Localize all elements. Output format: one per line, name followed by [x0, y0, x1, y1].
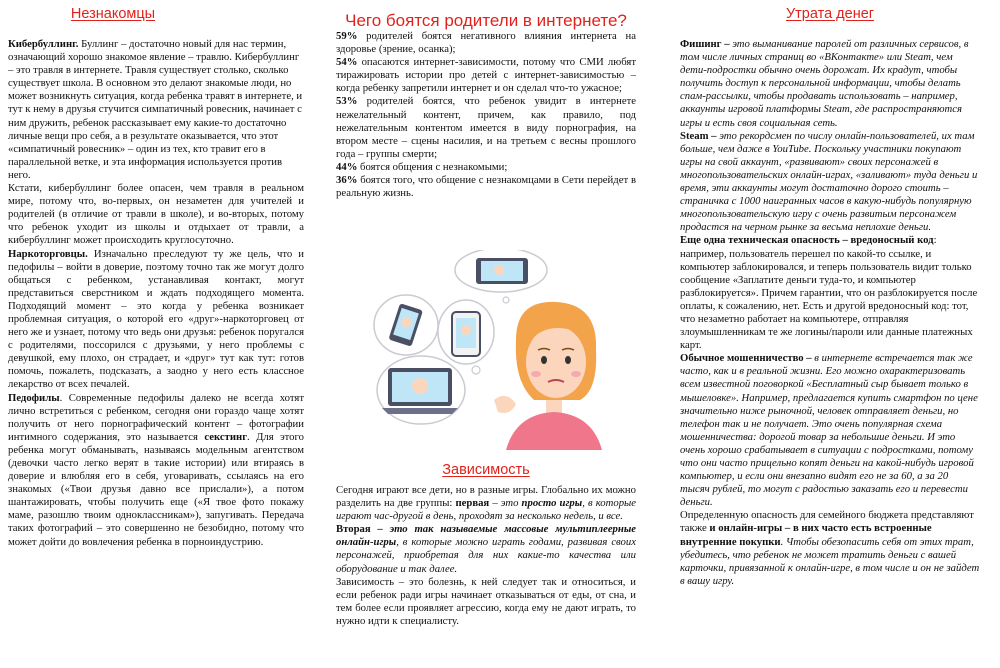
sexting-term: секстинг	[204, 430, 248, 443]
stat-percent: 59%	[336, 30, 358, 42]
phishing-term: Фишинг –	[680, 38, 730, 50]
girl-icon	[494, 302, 602, 450]
cyberbullying-term: Кибербуллинг.	[8, 38, 79, 50]
stat-item	[336, 95, 636, 160]
simple-games-term: просто игры	[521, 497, 583, 510]
pedophiles-term: Педофилы	[8, 391, 60, 404]
second-group-term: Вторая	[336, 523, 371, 536]
parents-fears-list	[336, 30, 636, 200]
stat-text: родителей боятся, что ребенок увидит в интернете нежелательный контент, причем, как правило, под нежелательным контентом имеется в виду порнография, на втором месте – сцены насилия, и на третьем с весны прошлого года – группы смерти;	[336, 95, 636, 160]
stat-text: опасаются интернет-зависимости, потому что СМИ любят тиражировать истории про детей с интернет-зависимостью – когда ребенку запретили интернет и он сделал что-то ужасное;	[336, 56, 636, 95]
first-group-prefix: это	[500, 497, 522, 510]
stat-percent: 36%	[336, 174, 358, 187]
malware-paragraph: : например, пользователь перешел по какой-то ссылке, и компьютер заблокировался, и теперь пользователь видит только сообщение «Заплатите деньги туда-то, и компьютер разблокируется». Причем гарантии, что он разблокируется после оплаты, к сожалению, нет. Есть и другой вредоносный код: тот, что незаметно работает на компьютере, отправляя злоумышленникам те же логины/пароли или данные платежных карт.	[680, 234, 978, 352]
online-games-intro: Определенную опасность для семейного бюджета представляют также	[680, 509, 974, 535]
stat-item	[336, 161, 636, 174]
stat-text: боятся общения с незнакомыми;	[357, 160, 508, 173]
drug-dealers-term: Наркоторговцы.	[8, 247, 88, 260]
strangers-heading: Незнакомцы	[70, 6, 156, 22]
stat-item	[336, 174, 636, 200]
pedophiles-paragraph-part2: . Для этого ребенка могут обманывать, называясь модельным агентством (девочки часто легко верят в такие истории) или втираясь в доверие и влюбляя его в себя, уговаривать, ссылаясь на его знакомых («Твои друзья давно все прислали»), а потом шантажировать, чтобы получить еще («Я твое фото покажу маме, разошлю твоим одноклассникам»), запугивать. Передача таких фотографий – это совершенно не безобидно, потому что может дойти до вовлечения ребенка в порноиндустрию.	[8, 430, 304, 548]
right-column	[680, 0, 980, 668]
money-loss-heading: Утрата денег	[785, 6, 875, 22]
in-game-purchases-paragraph: . Чтобы обезопасить себя от этих трат, убедитесь, что ребенок не может тратить деньги с вашей карточки, привязанной к онлайн-игре, в том числе и он не зайдет в вашу игру.	[680, 535, 980, 587]
stat-text: родителей боятся негативного влияния интернета на здоровье (зрение, осанка);	[336, 30, 636, 56]
malware-term: Еще одна техническая опасность – вредоносный код	[680, 234, 934, 247]
middle-column	[336, 0, 636, 668]
addiction-disease-paragraph: Зависимость – это болезнь, к ней следует так и относиться, и если ребенок ради игры начинает отказываться от еды, от сна, и тем более если проявляет агрессию, когда ему не дают играть, то нужно идти к специалисту.	[336, 575, 636, 627]
second-group-description: , в которые можно играть годами, развивая своих персонажей, приобретая для них какие-то качества или оборудование и так далее.	[336, 536, 636, 575]
in-game-purchases-term: и онлайн-игры – в них часто есть встроенные внутренние покупки	[680, 522, 932, 548]
first-group-description: , в которые играют час-другой в день, проходят за несколько недель, и все.	[336, 497, 636, 523]
cyberbullying-danger-paragraph: Кстати, кибербуллинг более опасен, чем травля в реальном мире, потому что, во-первых, он незаметен для учителей и родителей (в отличие от травли в школе), и во-вторых, потому что ребенок уходит из школы и отдыхает от травли, а кибербуллинг может происходить круглосуточно.	[8, 182, 304, 247]
mmo-games-term: – это так называемые массовые мультиплеерные онлайн-игры	[336, 523, 636, 549]
first-group-term: первая	[455, 497, 490, 510]
dash-text: –	[489, 497, 501, 510]
fraud-paragraph: в интернете встречается так же часто, как и в реальной жизни. Его можно охарактеризовать всем известной поговоркой «Бесплатный сыр бывает только в мышеловке». Например, предлагается купить смартфон по цене значительно ниже рыночной, человек отправляет деньги, но телефон так и не получает. Это очень популярная схема мошенничества: дорогой товар за небольшие деньги. И это очень хорошо срабатывает в ситуации с подростками, потому что они часто прицельно копят деньги на какой-нибудь игровой компьютер, и если они внезапно видят его не за 60, а за 20 тысяч рублей, то могут с радостью заказать его и перевести деньги.	[680, 352, 978, 509]
stat-item	[336, 56, 636, 95]
addiction-text	[336, 484, 636, 628]
phishing-paragraph: это выманивание паролей от различных сервисов, в том числе личных страниц во «ВКонтакте» или Steam, чем дети-подростки обычно очень дорожат. Их крадут, чтобы получить доступ к персональной информации, чтобы делать спам-рассылки, чтобы продавать использовать – например, аккаунты игровой платформы Steam, где распространяются игры и есть своя социальная сеть.	[680, 38, 969, 129]
steam-paragraph: это рекордсмен по числу онлайн-пользователей, их там больше, чем даже в YouTube. Поскольку участники покупают игры на свой аккаунт, «развивают» своих персонажей в многопользовательских онлайн-играх, «заливают» туда деньги и время, эти аккаунты могут достаточно дорого стоить – страничка с 1000 наигранных часов в какую-нибудь популярную многопользовательскую игру с очень развитым персонажем продастся на черном рынке за весьма неплохие деньги.	[680, 129, 978, 234]
strangers-text	[8, 38, 304, 549]
pedophiles-paragraph-part1: . Современные педофилы далеко не всегда хотят лично встретиться с ребенком, сегодня они гораздо чаще хотят получить от него порнографический контент – фотографии интимного содержания, это называется	[8, 391, 304, 443]
steam-term: Steam –	[680, 129, 717, 142]
stat-percent: 54%	[336, 56, 358, 69]
worried-girl-illustration	[366, 250, 606, 450]
money-loss-text	[680, 38, 980, 588]
left-column	[8, 0, 304, 668]
stat-text: боятся того, что общение с незнакомцами в Сети перейдет в реальную жизнь.	[336, 174, 636, 200]
drug-dealers-paragraph: Изначально преследуют ту же цель, что и педофилы – войти в доверие, поэтому точно так же могут долго общаться с ребенком, устанавливая контакт, могут представиться сверстником и ждать подходящего момента. Подходящий момент – это когда у ребенка возникает проблемная ситуация, о которой его «друг»-наркоторговец от него же и узнает, потому что ведь они друзья: ребенок поругался с родителями, поссорился с друзьями, у него проблемы с девушкой, ему плохо, он страдает, и «друг» тут как тут: готов помочь, пожалеть, подсказать, а заодно у него есть классное лекарство от всех печалей.	[8, 247, 304, 391]
fraud-term: Обычное мошенничество –	[680, 352, 812, 365]
cyberbullying-paragraph: Буллинг – достаточно новый для нас термин, означающий хорошо знакомое явление – травлю. Кибербуллинг – это травля в интернете. Травля существует столько, сколько существует школа. В основном это делают знакомые люди, но может возникнуть ситуация, когда ребенка травят в интернете, и тут к нему в друзья стучится симпатичный ровесник, начинает с ним дружить, ребенок рассказывает ему какие-то достаточно личные вещи про себя, а в результате оказывается, что этот «симпатичный ровесник» – один из тех, кто травит его в параллельной ветке, и эта информация используется против него.	[8, 38, 303, 181]
addiction-intro: Сегодня играют все дети, но в разные игры. Глобально их можно разделить на две группы:	[336, 484, 636, 510]
stat-percent: 44%	[336, 160, 358, 173]
parents-fears-heading: Чего боятся родители в интернете?	[345, 11, 627, 30]
addiction-heading: Зависимость	[442, 462, 530, 478]
stat-percent: 53%	[336, 95, 358, 108]
stat-item	[336, 30, 636, 56]
